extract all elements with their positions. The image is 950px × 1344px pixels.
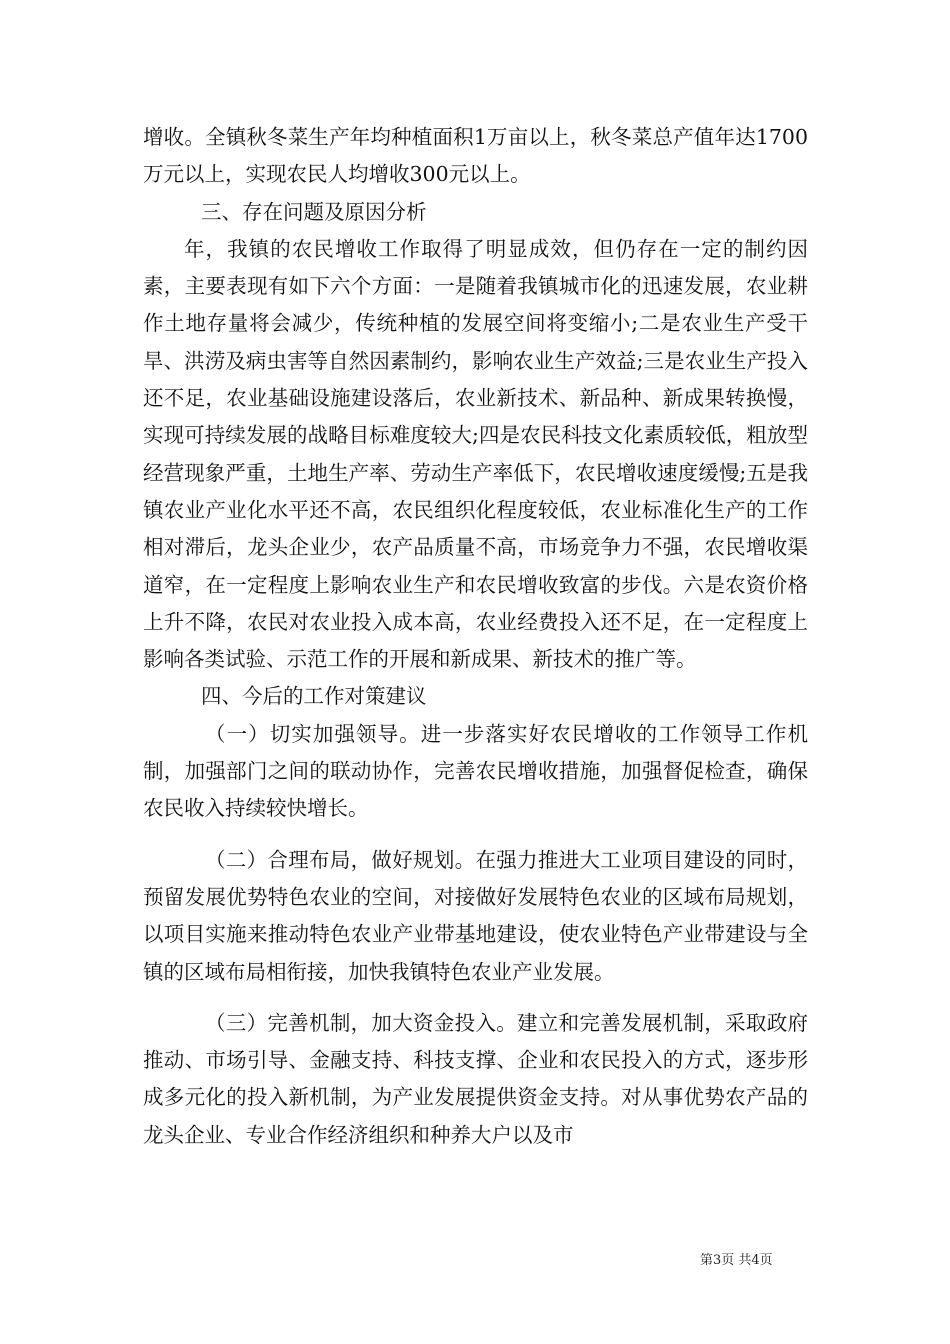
paragraph-measure-3: （三）完善机制，加大资金投入。建立和完善发展机制，采取政府推动、市场引导、金融支持、科技支撑、企业和农民投入的方式，逐步形成多元化的投入新机制，为产业发展提供资金支持。对从事优势农产品的龙头企业、专业合作经济组织和种养大户以及市: [143, 1010, 808, 1147]
document-body: [143, 119, 808, 1154]
page-number-footer: 第3页 共4页: [700, 1253, 773, 1268]
section-heading-problems: 三、存在问题及原因分析: [201, 199, 427, 224]
paragraph-continuation: 增收。全镇秋冬菜生产年均种植面积1万亩以上，秋冬菜总产值年达1700万元以上，实现农民人均增收300元以上。: [143, 125, 808, 187]
paragraph-measure-2: （二）合理布局，做好规划。在强力推进大工业项目建设的同时，预留发展优势特色农业的空间，对接做好发展特色农业的区域布局规划，以项目实施来推动特色农业产业带基地建设，使农业特色产业带建设与全镇的区域布局相衔接，加快我镇特色农业产业发展。: [143, 847, 808, 984]
section-heading-countermeasures: 四、今后的工作对策建议: [201, 684, 427, 709]
paragraph-problems-analysis: 年，我镇的农民增收工作取得了明显成效，但仍存在一定的制约因素，主要表现有如下六个方面：一是随着我镇城市化的迅速发展，农业耕作土地存量将会减少，传统种植的发展空间将变缩小;二是农业生产受干旱、洪涝及病虫害等自然因素制约，影响农业生产效益;三是农业生产投入还不足，农业基础设施建设落后，农业新技术、新品种、新成果转换慢，实现可持续发展的战略目标难度较大;四是农民科技文化素质较低，粗放型经营现象严重，土地生产率、劳动生产率低下，农民增收速度缓慢;五是我镇农业产业化水平还不高，农民组织化程度较低，农业标准化生产的工作相对滞后，龙头企业少，农产品质量不高，市场竞争力不强，农民增收渠道窄，在一定程度上影响农业生产和农民增收致富的步伐。六是农资价格上升不降，农民对农业投入成本高，农业经费投入还不足，在一定程度上影响各类试验、示范工作的开展和新成果、新技术的推广等。: [143, 236, 808, 672]
paragraph-measure-1: （一）切实加强领导。进一步落实好农民增收的工作领导工作机制，加强部门之间的联动协作，完善农民增收措施，加强督促检查，确保农民收入持续较快增长。: [143, 721, 808, 821]
